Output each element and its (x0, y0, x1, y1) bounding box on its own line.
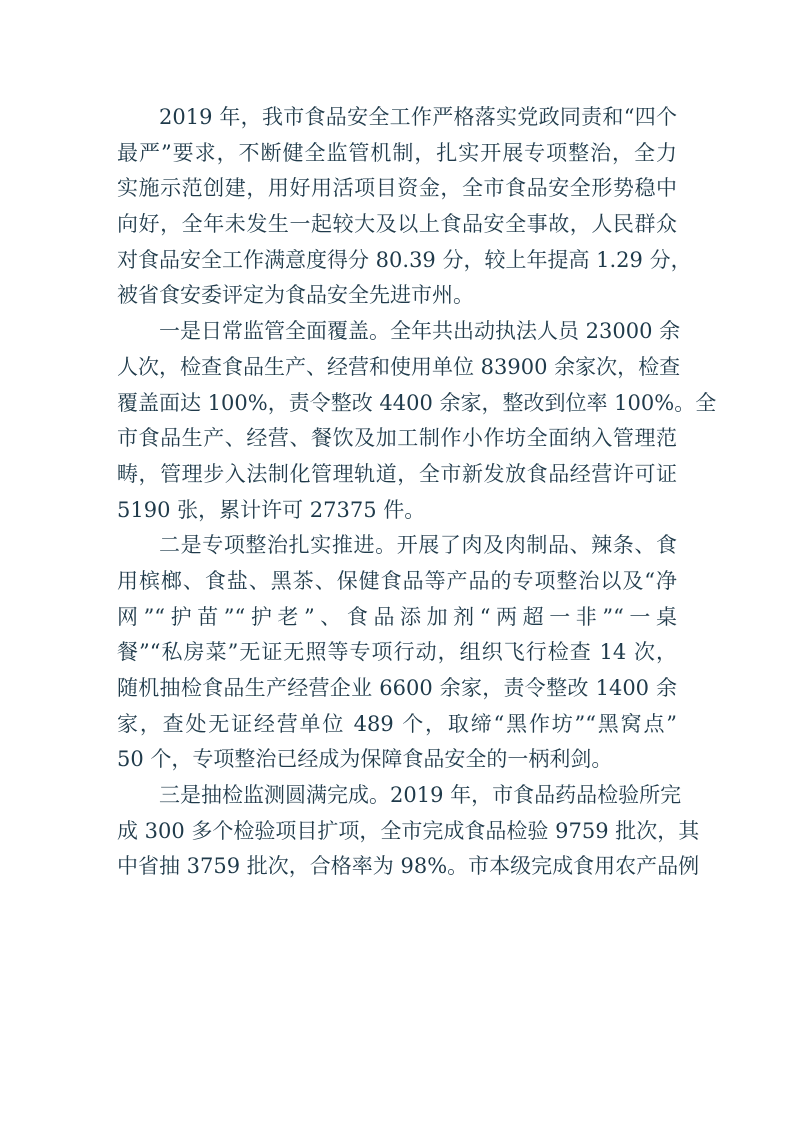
paragraph-daily-supervision (117, 314, 717, 528)
text-line: 一是日常监管全面覆盖。全年共出动执法人员 23000 余 (159, 319, 681, 344)
text-line: 中省抽 3759 批次，合格率为 98%。市本级完成食用农产品例 (117, 854, 700, 879)
text-line: 2019 年，我市食品安全工作严格落实党政同责和“四个 (159, 105, 677, 129)
text-line: 被省食安委评定为食品安全先进市州。 (117, 283, 474, 308)
text-line: 5190 张，累计许可 27375 件。 (117, 497, 426, 522)
text-line: 覆盖面达 100%，责令整改 4400 余家，整改到位率 100%。全 (117, 390, 717, 415)
text-line: 50 个，专项整治已经成为保障食品安全的一柄利剑。 (117, 747, 613, 772)
text-line: 用槟榔、食盐、黑茶、保健食品等产品的专项整治以及“净 (117, 568, 677, 593)
paragraph-special-rectification (117, 528, 677, 778)
text-line: 随机抽检食品生产经营企业 6600 余家，责令整改 1400 余 (117, 676, 677, 700)
text-line: 网”“护苗”“护老”、食品添加剂“两超一非”“一桌 (117, 604, 677, 629)
paragraph-sampling-inspection (117, 778, 700, 885)
text-line: 家，查处无证经营单位 489 个，取缔“黑作坊”“黑窝点” (117, 711, 677, 736)
text-line: 人次，检查食品生产、经营和使用单位 83900 余家次，检查 (117, 354, 681, 379)
text-line: 餐”“私房菜”无证无照等专项行动，组织飞行检查 14 次， (117, 640, 677, 665)
text-line: 对食品安全工作满意度得分 80.39 分，较上年提高 1.29 分， (117, 247, 692, 272)
text-line: 市食品生产、经营、餐饮及加工制作小作坊全面纳入管理范 (117, 426, 677, 451)
text-line: 成 300 多个检验项目扩项，全市完成食品检验 9759 批次，其 (117, 818, 700, 843)
document-body (117, 100, 717, 885)
text-line: 实施示范创建，用好用活项目资金，全市食品安全形势稳中 (117, 176, 677, 201)
paragraph-summary (117, 100, 692, 314)
text-line: 三是抽检监测圆满完成。2019 年，市食品药品检验所完 (159, 783, 682, 808)
text-line: 最严”要求，不断健全监管机制，扎实开展专项整治，全力 (117, 140, 677, 165)
text-line: 二是专项整治扎实推进。开展了肉及肉制品、辣条、食 (159, 533, 677, 558)
text-line: 向好，全年未发生一起较大及以上食品安全事故，人民群众 (117, 212, 677, 237)
text-line: 畴，管理步入法制化管理轨道，全市新发放食品经营许可证 (117, 461, 677, 486)
